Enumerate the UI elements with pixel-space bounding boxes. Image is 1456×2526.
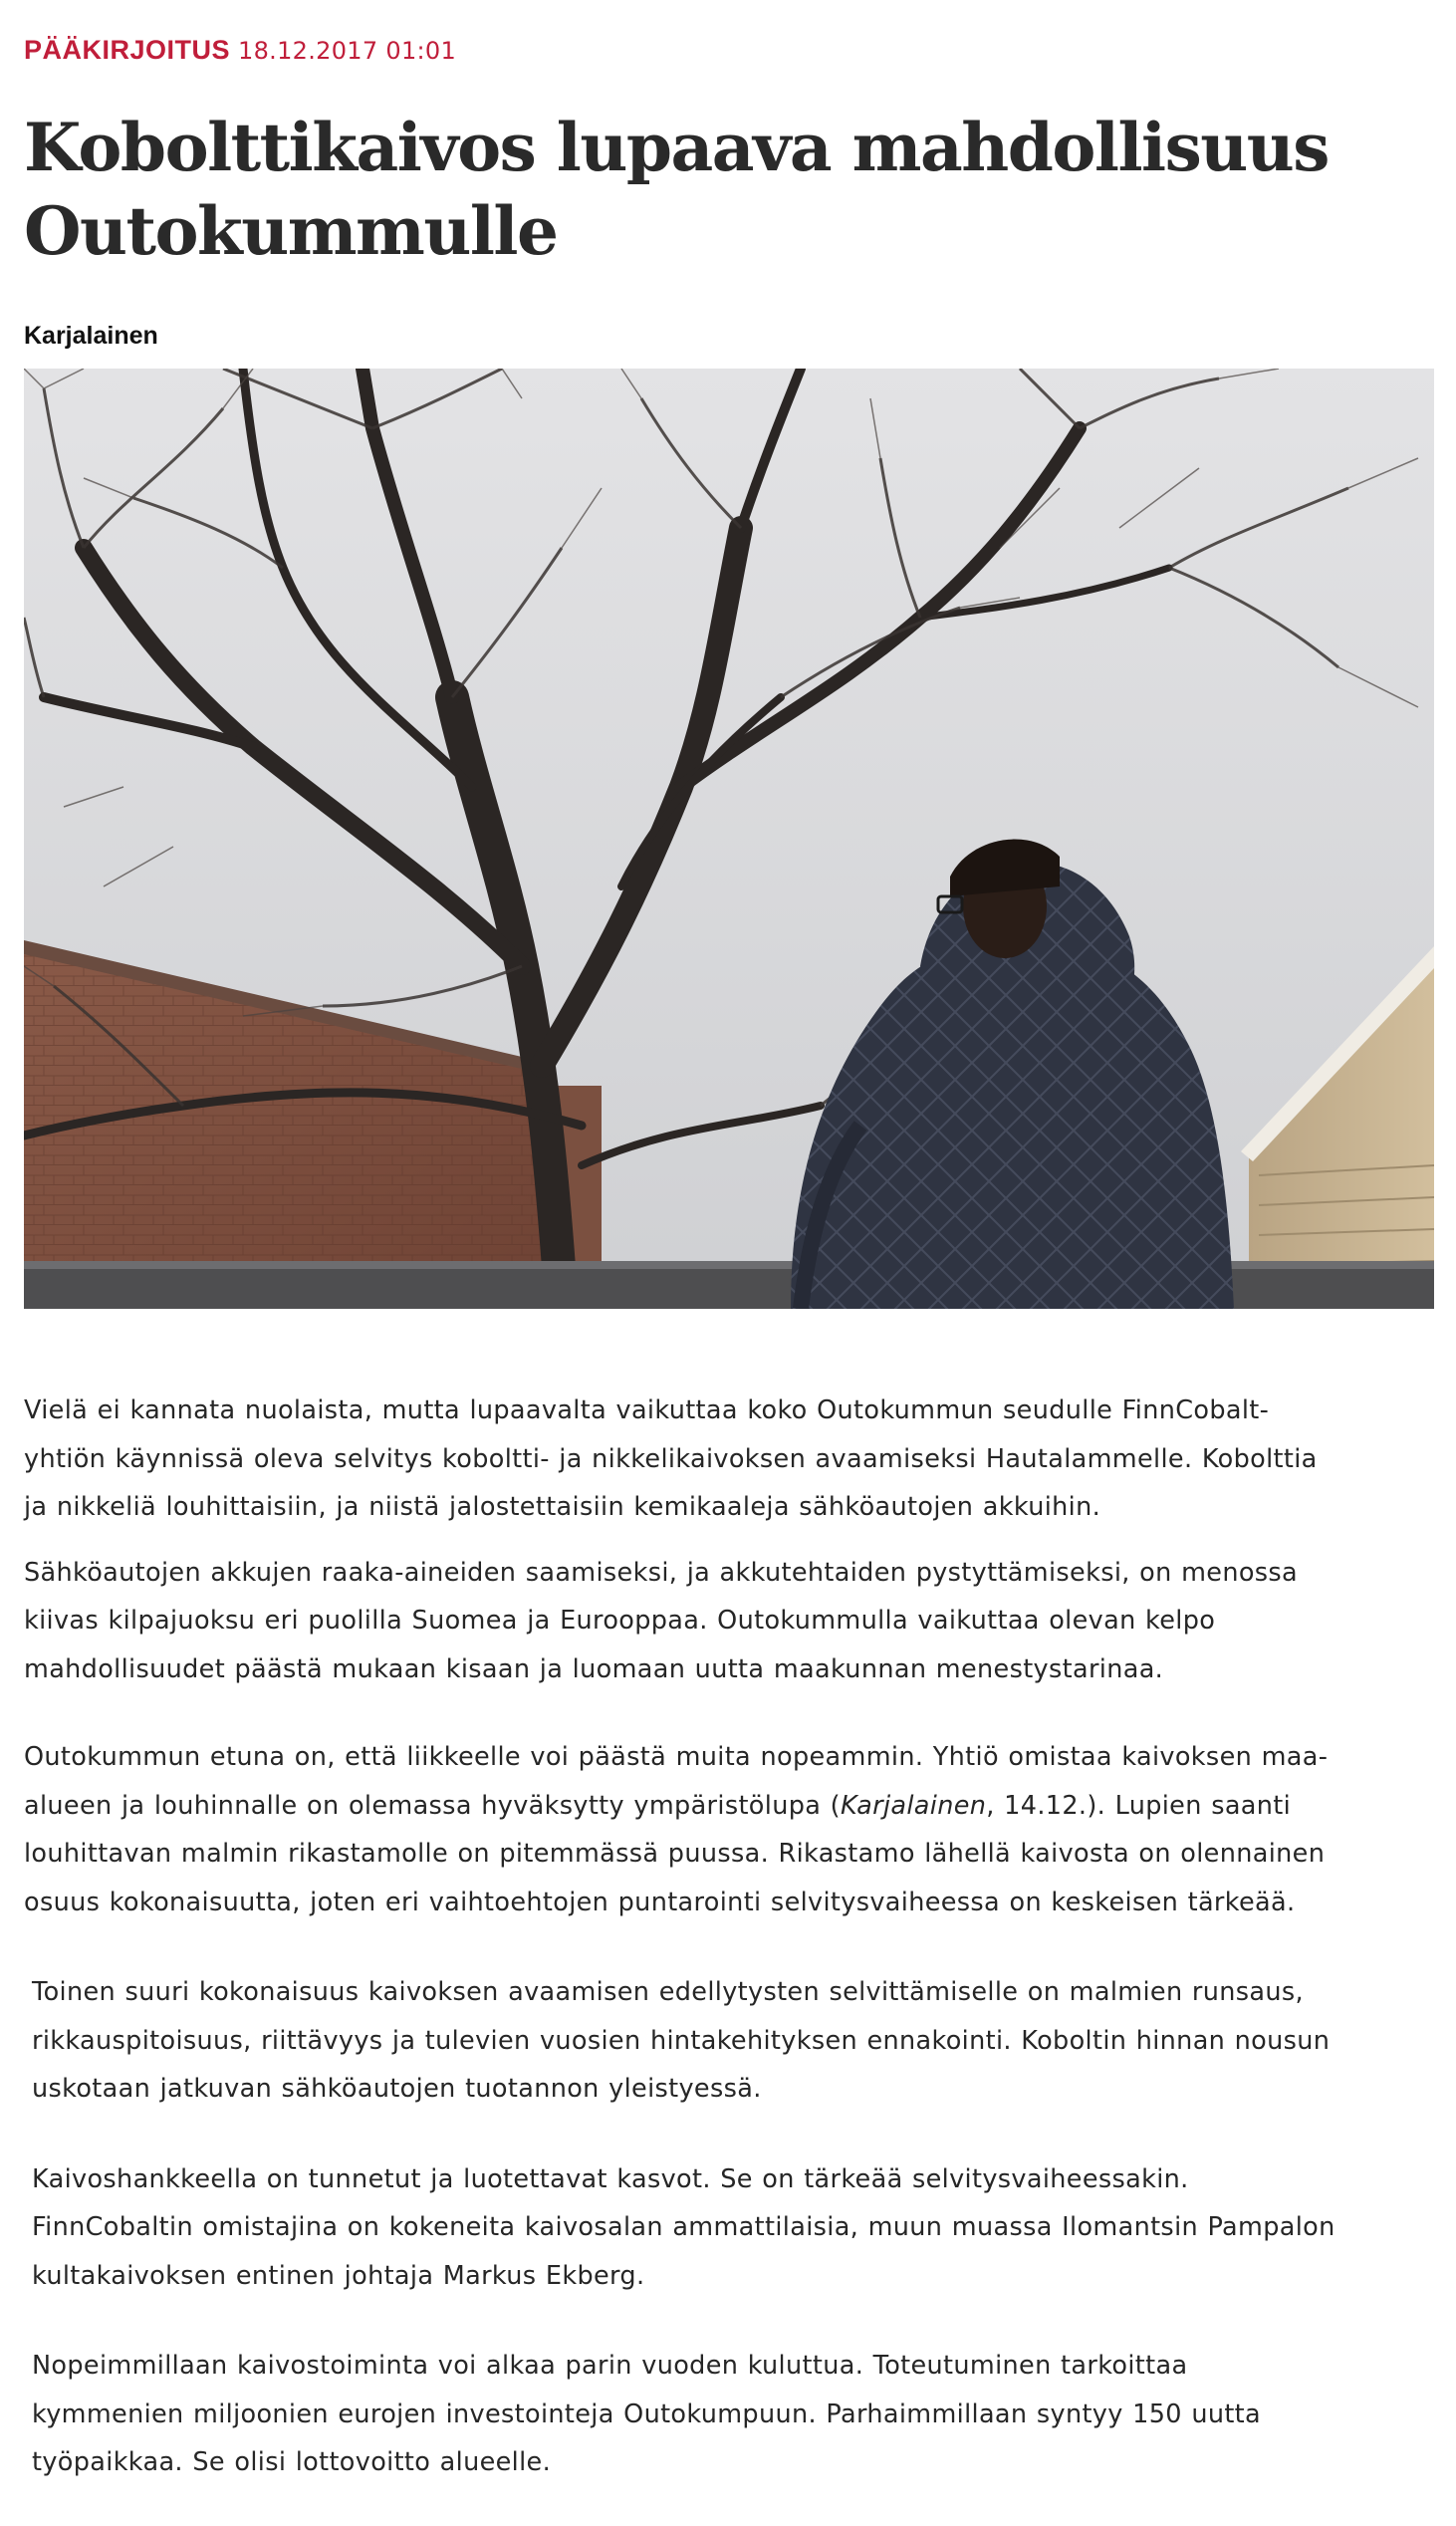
paragraph-4: Toinen suuri kokonaisuus kaivoksen avaamisen edellytysten selvittämiselle on malmien runsaus, rikkauspitoisuus, riittävyys ja tulevien vuosien hintakehityksen ennakointi. Koboltin hinnan nousun uskotaan jatkuvan sähköautojen tuotannon yleistyessä. xyxy=(32,1977,1331,2104)
article-title xyxy=(24,106,1418,273)
paragraph-6: Nopeimmillaan kaivostoiminta voi alkaa parin vuoden kuluttua. Toteutuminen tarkoittaa kymmenien miljoonien eurojen investointeja Outokumpuun. Parhaimmillaan syntyy 150 uutta työpaikkaa. Se olisi lottovoitto alueelle. xyxy=(32,2351,1262,2477)
publish-date: 18.12.2017 01:01 xyxy=(238,37,457,65)
article-body xyxy=(24,1387,1438,2487)
article-photo xyxy=(24,369,1434,1309)
source-reference: Karjalainen xyxy=(840,1790,987,1821)
article-meta xyxy=(24,34,456,67)
paragraph-2: Sähköautojen akkujen raaka-aineiden saamiseksi, ja akkutehtaiden pystyttämiseksi, on menossa kiivas kilpajuoksu eri puolilla Suomea ja Eurooppaa. Outokummulla vaikuttaa olevan kelpo mahdollisuudet päästä mukaan kisaan ja luomaan uutta maakunnan menestystarinaa. xyxy=(24,1557,1299,1684)
paragraph-3: Outokummun etuna on, että liikkeelle voi päästä muita nopeammin. Yhtiö omistaa kaivoksen maa- alueen ja louhinnalle on olemassa hyväksytty ympäristölupa (Karjalainen, 14.12.). Lupien saanti louhittavan malmin rikastamolle on pitemmässä puussa. Rikastamo lähellä kaivosta on olennainen osuus kokonaisuutta, joten eri vaihtoehtojen puntarointi selvitysvaiheessa on keskeisen tärkeää. xyxy=(24,1742,1329,1917)
category-label[interactable]: PÄÄKIRJOITUS xyxy=(24,35,231,65)
paragraph-1: Vielä ei kannata nuolaista, mutta lupaavalta vaikuttaa koko Outokummun seudulle FinnCobalt- yhtiön käynnissä oleva selvitys koboltti- ja nikkelikaivoksen avaamiseksi Hautalammelle. Kobolttia ja nikkeliä louhittaisiin, ja niistä jalostettaisiin kemikaaleja sähköautojen akkuihin. xyxy=(24,1395,1318,1522)
paragraph-5: Kaivoshankkeella on tunnetut ja luotettavat kasvot. Se on tärkeää selvitysvaiheessakin. FinnCobaltin omistajina on kokeneita kaivosalan ammattilaisia, muun muassa Ilomantsin Pampalon kultakaivoksen entinen johtaja Markus Ekberg. xyxy=(32,2163,1335,2291)
photo-icon xyxy=(24,369,1434,1309)
title-line-1: Kobolttikaivos lupaava mahdollisuus xyxy=(24,109,1329,186)
author-name: Karjalainen xyxy=(24,322,158,350)
title-line-2: Outokummulle xyxy=(24,192,558,270)
